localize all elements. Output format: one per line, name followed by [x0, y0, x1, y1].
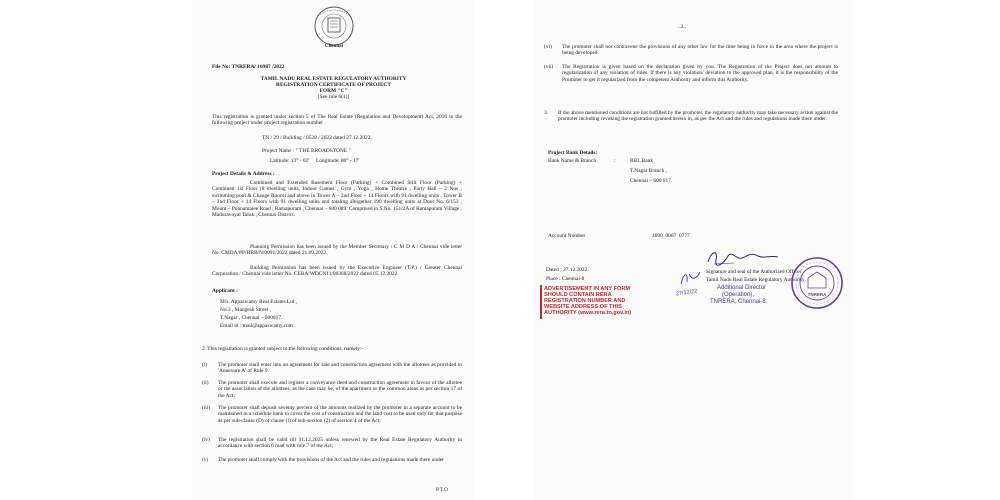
- tnrera-seal-icon: [790, 256, 844, 310]
- signature-caption-1: Signature and seal of the Authorized Officer: [706, 269, 802, 275]
- planning-permission-text: Planning Permission has been issued by the Member Secretary / C M D A / Chennai vide letter No. CMDA/PP/HRB/N/0091/2022 dated 21.09.2022.: [212, 244, 462, 257]
- advert-stamp-line-5: AUTHORITY (www.rera.tn.gov.in): [544, 310, 632, 316]
- bank-name-colon: :: [614, 158, 616, 164]
- bank-name-label: Bank Name & Branch: [548, 158, 597, 164]
- account-number-label: Account Number: [548, 233, 586, 239]
- advert-stamp-line-4: WEBSITE ADDRESS OF THIS: [544, 304, 622, 310]
- project-coordinates: Latitude: 13° - 02' Longitude: 80° - 17': [270, 158, 360, 164]
- condition-7-number: (vii): [544, 64, 554, 70]
- file-number: File No: TNRERA/ 16987 /2022: [212, 64, 285, 70]
- stamp-bar: [540, 285, 542, 319]
- officer-title-1: Additional Director: [717, 285, 767, 291]
- registration-number: TN / 29 / Building / 0528 / 2022 dated 27.12.2022.: [262, 135, 372, 141]
- project-details-heading: Project Details & Address :: [212, 171, 275, 177]
- condition-4-number: (iv): [202, 437, 210, 443]
- building-permission-text: Building Permission has been issued by the Executive Engineer (T.P.) / Greater Chennai Corporation / Chennai vide letter No. CEBA/WDCN11/00368/2022 dated 05.12.2022.: [212, 265, 462, 278]
- page-turn-note: P.T.O: [436, 487, 448, 493]
- intro-paragraph: This registration is granted under section 5 of The Real Estate (Regulation and Development) Act, 2016 to the following project under project registration number: [212, 114, 462, 127]
- bank-line-1: RBL Bank: [630, 158, 654, 164]
- condition-7-text: The Registration is given based on the declaration given by you. The Registration of the Project does not amount to regularization of any violation of rules. If there is any violation/ deviation to the approved plan, it is the responsibility of the Promoter to get it regularized from the competent Authority and inform this Authority.: [562, 64, 838, 83]
- condition-5-text: The promoter shall comply with the provisions of the Act and the rules and regulations made there under: [218, 457, 444, 463]
- officer-title-3: TNRERA, Chennai-8.: [710, 299, 768, 305]
- applicant-heading: Applicant :: [212, 288, 238, 294]
- officer-title-2: (Operation),: [722, 292, 755, 298]
- bank-line-2: T.Nagar Branch ,: [630, 168, 668, 174]
- condition-3-number: (iii): [202, 405, 211, 411]
- form-title: FORM "C": [319, 88, 348, 94]
- condition-1-text: The promoter shall enter into an agreement for sale and construction agreement with the allottees as provided in 'Annexure A' of Rule 9.: [218, 362, 462, 375]
- advert-stamp-line-1: ADVERTISEMENT IN ANY FORM: [544, 286, 631, 292]
- condition-6-text: The promoter shall not contravene the provisions of any other law for the time being in force in the area where the project is being developed.: [562, 44, 838, 57]
- clause-3-number: 3.: [544, 110, 549, 116]
- bank-details-heading: Project Bank Details:: [548, 150, 598, 156]
- condition-3-text: The promoter shall deposit seventy percent of the amounts realized by the promoter in a separate account to be maintained in a schedule bank to cover the cost of construction and the land cost to be used only for that purpose as per sub-clause (D) of clause (l) of sub-section (2) of section 4 of the Act;: [218, 405, 462, 424]
- condition-1-number: (i): [202, 362, 208, 368]
- initials-date: 27/12/22: [675, 288, 698, 298]
- bank-line-3: Chennai – 600 017.: [630, 178, 673, 184]
- page-number: ..2..: [678, 24, 687, 30]
- condition-6-number: (vi): [544, 44, 552, 50]
- officer-signature-icon: [704, 246, 784, 268]
- initials-icon: [678, 268, 704, 290]
- seal-label: TNRERA: [807, 292, 827, 297]
- applicant-line-1: M/s. Appaswamy Real Estates Ltd ,: [220, 299, 298, 305]
- account-number-value: 4090 0067 0777: [652, 233, 690, 239]
- logo-caption: Chennai: [324, 44, 344, 49]
- certificate-page-1: [192, 0, 475, 500]
- applicant-line-3: T.Nagar , Chennai – 600017.: [220, 315, 283, 321]
- condition-2-text: The promoter shall execute and register a conveyance deed and construction agreement in favour of the allottee or the association of the allottees, as the case may be, of the apartment or the common areas as per section 17 of the Act;: [218, 380, 462, 399]
- applicant-email: Email id : mail@appaswamy.com: [220, 323, 293, 329]
- authority-title: TAMIL NADU REAL ESTATE REGULATORY AUTHORITY: [260, 76, 407, 82]
- certificate-page-2: [534, 0, 852, 500]
- applicant-line-2: No.3 , Mangesh Street ,: [220, 307, 272, 313]
- issue-place: Place : Chennai-8: [546, 276, 585, 282]
- certificate-title: REGISTRATION CERTIFICATE OF PROJECT: [276, 82, 391, 88]
- project-details-text: Combined and Extended Basement Floor (Parking) + Combined Stilt Floor (Parking) + Combined 1st Floor (8 dwelling units, Indoor Games , Gym , Yoga , Home Theatre , Party Hall – 2 Nos , swimming pool & Change Room) and above in Tower A – 2nd Floor + 14 Floors with 91 dwelling units , Tower B – 2nd Floor + 14 Floors with 91 dwelling units and totaling altogether 190 dwelling units at Door No. 6/153 , Mount – Poonamalee Road , Ramapuram , Chennai – 600 089. Comprised in S.No. 151/2A of Ramapuram Village , Maduravoyal Taluk , Chennai District.: [212, 180, 462, 219]
- advert-stamp-line-3: REGISTRATION NUMBER AND: [544, 298, 626, 304]
- condition-4-text: The registration shall be valid till 31.12.2025 unless renewed by the Real Estate Regulatory Authority in accordance with section 6 read with rule 7 of the Act;: [218, 437, 462, 450]
- condition-2-number: (ii): [202, 380, 209, 386]
- issue-date: Dated : 27.12.2022.: [546, 267, 589, 273]
- condition-5-number: (v): [202, 457, 209, 463]
- clause-3-text: If the above mentioned conditions are not fulfilled by the promoter, the regulatory authority may take necessary action against the promoter including revoking the registration granted herein in, as per the Act and the rules and regulations made there under.: [558, 110, 839, 123]
- rule-reference: [See rule 6(1)]: [317, 94, 350, 100]
- signature-caption-2: Tamil Nadu Real Estate Regulatory Authority: [706, 277, 805, 283]
- conditions-intro: 2. This registration is granted subject to the following conditions, namely:-: [202, 346, 364, 352]
- advert-stamp-line-2: SHOULD CONTAIN RERA: [544, 292, 612, 298]
- project-name: Project Name : " THE BROADSTONE ": [262, 148, 351, 154]
